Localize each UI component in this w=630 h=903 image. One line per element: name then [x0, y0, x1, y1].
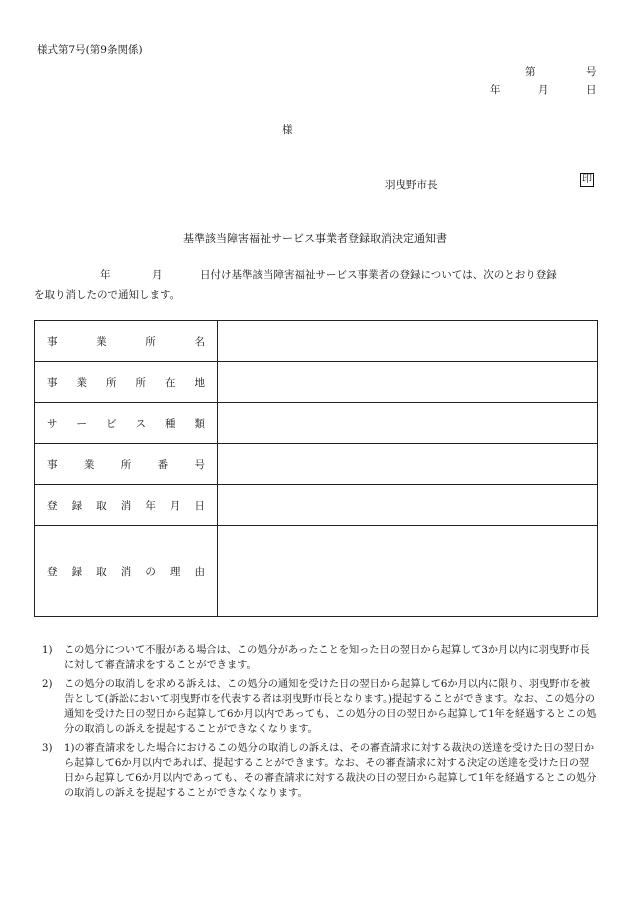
addressee-suffix: 様	[282, 124, 293, 136]
row-label-char: 理	[169, 565, 181, 578]
note-text: この処分について不服がある場合は、この処分があったことを知った日の翌日から起算して3か月以内に羽曳野市長に対して審査請求をすることができます。	[64, 645, 590, 671]
row-label-char: 録	[71, 499, 83, 512]
document-number-suffix: 号	[586, 66, 597, 78]
row-value-cell	[218, 403, 598, 444]
row-label-char: 所	[135, 376, 146, 389]
row-label-cell	[35, 403, 218, 444]
row-label-char: 種	[165, 417, 176, 430]
row-label-char: 類	[194, 417, 205, 430]
table-row	[35, 444, 598, 485]
row-label-char: の	[145, 565, 156, 578]
row-label-char: 事	[47, 376, 58, 389]
row-label-char: 取	[96, 499, 107, 512]
row-label-cell	[35, 526, 218, 617]
date-day-label: 日	[586, 84, 597, 96]
row-label-char: 事	[47, 458, 58, 471]
note-item	[42, 643, 597, 673]
date-month-label: 月	[538, 84, 549, 96]
table-row	[35, 321, 598, 362]
row-label-char: 号	[194, 458, 205, 471]
row-label	[47, 564, 205, 579]
row-label-char: 録	[71, 565, 83, 578]
row-label-char: ス	[135, 417, 146, 430]
document-title: 基準該当障害福祉サービス事業者登録取消決定通知書	[183, 232, 447, 245]
document-number-prefix: 第	[525, 66, 536, 78]
row-label-char: 事	[47, 335, 58, 348]
row-label-cell	[35, 362, 218, 403]
row-label-char: 在	[165, 376, 176, 389]
row-value-cell	[218, 321, 598, 362]
row-label	[47, 498, 205, 513]
note-number: 1)	[42, 645, 53, 656]
row-label-char: ビ	[106, 417, 117, 430]
table-row	[35, 362, 598, 403]
intro-text: 日付け基準該当障害福祉サービス事業者の登録については、次のとおり登録	[200, 269, 557, 281]
intro-month-label: 月	[152, 269, 163, 281]
row-label-cell	[35, 485, 218, 526]
row-label-char: 登	[47, 499, 58, 512]
intro-line-2: を取り消したので通知します。	[34, 289, 181, 301]
row-label-char: 業	[83, 458, 95, 471]
note-number: 2)	[42, 679, 53, 690]
row-label-char: 所	[106, 376, 117, 389]
registration-info-table	[34, 320, 598, 617]
row-value-cell	[218, 485, 598, 526]
row-label-char: 名	[194, 335, 205, 348]
table-row	[35, 403, 598, 444]
row-value-cell	[218, 362, 598, 403]
row-label-char: 番	[157, 458, 169, 471]
form-number: 様式第7号(第9条関係)	[37, 44, 143, 56]
row-label-char: ー	[76, 417, 87, 430]
row-label-char: 登	[47, 565, 58, 578]
note-number: 3)	[42, 743, 53, 754]
date-year-label: 年	[490, 84, 501, 96]
seal-stamp: 印	[582, 174, 592, 185]
note-text: 1)の審査請求をした場合におけるこの処分の取消しの訴えは、その審査請求に対する裁決の送達を受けた日の翌日から起算して6か月以内であれば、提起することができます。なお、その審査請求に対する決定の送達を受けた日の翌日から起算して6か月以内であっても、その審査請求に対する裁決の日の翌日から起算して1年を経過するとこの処分の取消しの訴えを提起することができなくなります。	[64, 743, 597, 799]
row-value-cell	[218, 444, 598, 485]
note-item	[42, 677, 597, 737]
row-label-cell	[35, 444, 218, 485]
row-label-char: 業	[76, 376, 87, 389]
row-label-char: 業	[96, 335, 107, 348]
row-label	[47, 334, 205, 349]
row-label-char: サ	[47, 417, 58, 430]
row-label-char: 消	[120, 565, 132, 578]
issuer-name: 羽曳野市長	[385, 179, 438, 191]
row-value-cell	[218, 526, 598, 617]
row-label-char: 由	[194, 565, 205, 578]
row-label-char: 取	[96, 565, 107, 578]
row-label	[47, 375, 205, 390]
table-row	[35, 526, 598, 617]
row-label	[47, 457, 205, 472]
note-item	[42, 741, 597, 801]
row-label-char: 月	[169, 499, 181, 512]
row-label-char: 年	[145, 499, 156, 512]
intro-year-label: 年	[100, 269, 111, 281]
row-label-char: 所	[145, 335, 156, 348]
table-row	[35, 485, 598, 526]
row-label	[47, 416, 205, 431]
note-text: この処分の取消しを求める訴えは、この処分の通知を受けた日の翌日から起算して6か月以内に限り、羽曳野市を被告として(訴訟において羽曳野市を代表する者は羽曳野市長となります。)提起することができます。なお、この処分の通知を受けた日の翌日から起算して6か月以内であっても、この処分の日の翌日から起算して1年を経過するとこの処分の取消しの訴えを提起することができなくなります。	[64, 679, 597, 735]
row-label-char: 地	[194, 376, 205, 389]
row-label-cell	[35, 321, 218, 362]
row-label-char: 日	[194, 499, 205, 512]
row-label-char: 消	[120, 499, 132, 512]
notes-section	[42, 643, 597, 805]
row-label-char: 所	[120, 458, 132, 471]
